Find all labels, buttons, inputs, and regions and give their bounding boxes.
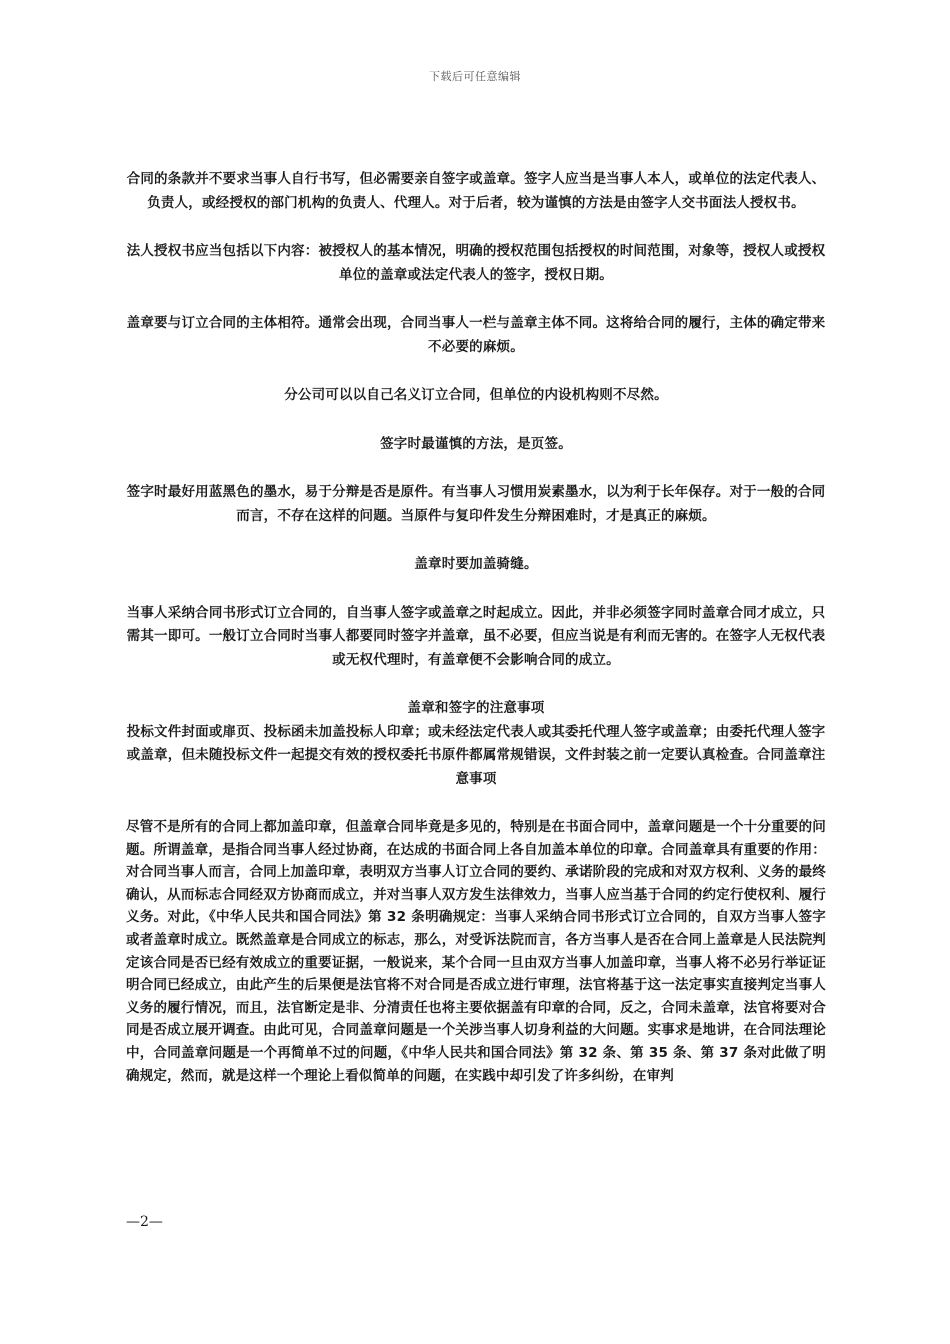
paragraph-bid-documents: 投标文件封面或扉页、投标函未加盖投标人印章；或未经法定代表人或其委托代理人签字或盖章；由委托代理人签字或盖章，但未随投标文件一起提交有效的授权委托书原件都属常规错误，文件封装之前一定要认真检查。合同盖章注意事项: [126, 723, 826, 787]
paragraph-signature-requirements: 合同的条款并不要求当事人自行书写，但必需要亲自签字或盖章。签字人应当是当事人本人，或单位的法定代表人、负责人，或经授权的部门机构的负责人、代理人。对于后者，较为谨慎的方法是由签字人交书面法人授权书。: [126, 171, 826, 211]
paragraph-contract-formation: 当事人采纳合同书形式订立合同的，自当事人签字或盖章之时起成立。因此，并非必须签字同时盖章合同才成立，只需其一即可。一般订立合同时当事人都要同时签字并盖章，虽不必要，但应当说是有利而无害的。在签字人无权代表或无权代理时，有盖章便不会影响合同的成立。: [126, 604, 826, 668]
page-number: —2—: [126, 1214, 163, 1230]
paragraph-ink-color: 签字时最好用蓝黑色的墨水，易于分辩是否是原件。有当事人习惯用炭素墨水，以为利于长年保存。对于一般的合同而言，不存在这样的问题。当原件与复印件发生分辩困难时，才是真正的麻烦。: [126, 484, 826, 524]
paragraph-seal-subject: 盖章要与订立合同的主体相符。通常会出现，合同当事人一栏与盖章主体不同。这将给合同的履行，主体的确定带来不必要的麻烦。: [126, 315, 826, 355]
paragraph-branch-company: 分公司可以以自己名义订立合同，但单位的内设机构则不尽然。: [284, 387, 668, 403]
page-header: 下载后可任意编辑: [429, 70, 521, 83]
paragraph-authorization-letter: 法人授权书应当包括以下内容：被授权人的基本情况，明确的授权范围包括授权的时间范围，对象等，授权人或授权单位的盖章或法定代表人的签字，授权日期。: [126, 243, 826, 283]
paragraph-seal-importance: 尽管不是所有的合同上都加盖印章，但盖章合同毕竟是多见的，特别是在书面合同中，盖章问题是一个十分重要的问题。所谓盖章，是指合同当事人经过协商，在达成的书面合同上各自加盖本单位的印章。合同盖章具有重要的作用：对合同当事人而言，合同上加盖印章，表明双方当事人订立合同的要约、承诺阶段的完成和对双方权利、义务的最终确认，从而标志合同经双方协商而成立，并对当事人双方发生法律效力，当事人应当基于合同的约定行使权利、履行义务。对此，《中华人民共和国合同法》第 32 条明确规定：当事人采纳合同书形式订立合同的，自双方当事人签字或者盖章时成立。既然盖章是合同成立的标志，那么，对受诉法院而言，各方当事人是否在合同上盖章是人民法院判定该合同是否已经有效成立的重要证据，一般说来，某个合同一旦由双方当事人加盖印章，当事人将不必另行举证证明合同已经成立，由此产生的后果便是法官将不对合同是否成立进行审理，法官将基于这一法定事实直接判定当事人义务的履行情况，而且，法官断定是非、分清责任也将主要依据盖有印章的合同，反之，合同未盖章，法官将要对合同是否成立展开调查。由此可见，合同盖章问题是一个关涉当事人切身利益的大问题。实事求是地讲，在合同法理论中，合同盖章问题是一个再简单不过的问题，《中华人民共和国合同法》第 32 条、第 35 条、第 37 条对此做了明确规定，然而，就是这样一个理论上看似简单的问题，在实践中却引发了许多纠纷，在审判: [126, 819, 826, 1084]
paragraph-page-signing: 签字时最谨慎的方法，是页签。: [380, 435, 572, 452]
section-heading-notes: 盖章和签字的注意事项: [407, 700, 545, 716]
paragraph-seam-seal: 盖章时要加盖骑缝。: [414, 556, 538, 572]
document-body: [126, 168, 826, 1087]
